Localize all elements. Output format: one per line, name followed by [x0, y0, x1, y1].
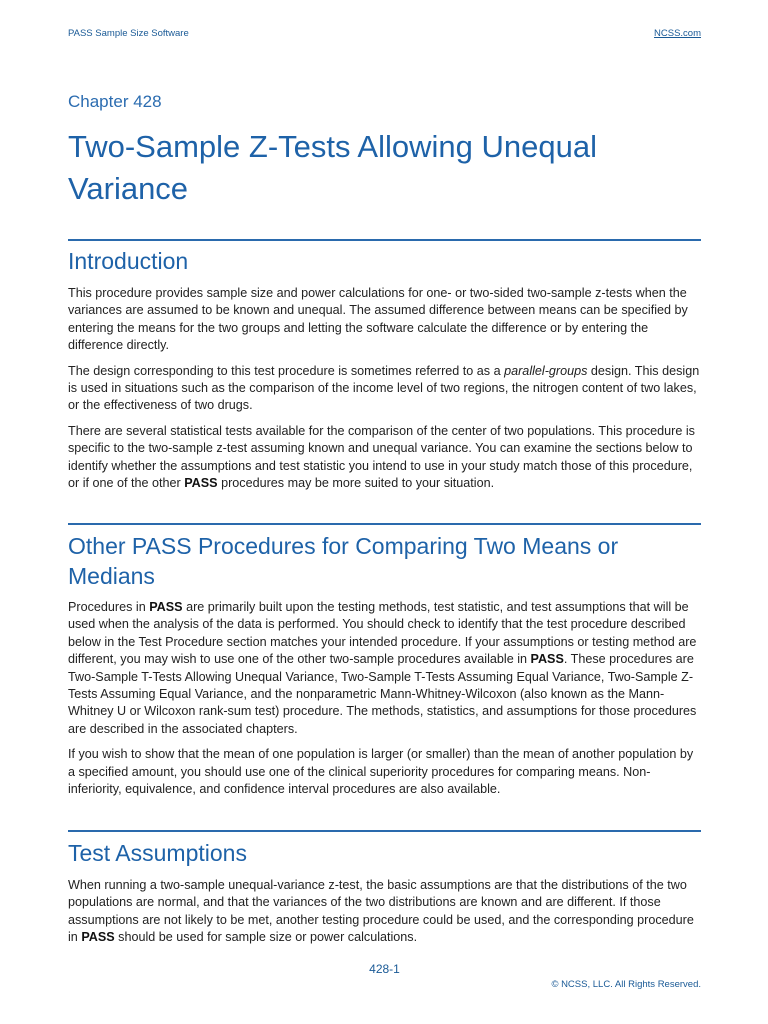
section-heading: Introduction: [68, 248, 189, 274]
paragraph: [68, 877, 701, 947]
paragraph: [68, 423, 701, 493]
section-divider: [68, 239, 701, 241]
section-test-assumptions: [68, 830, 701, 947]
paragraph: [68, 746, 701, 798]
paragraph-text: are primarily built upon the testing methods, test statistic, and test assumptions that will be used when the analysis of the data is performed. You should check to identify that the test procedure described below in the Test Procedure section matches your intended procedure. If your assumptions or testing method are different, you may wish to use one of the other two-sample procedures available in: [68, 600, 697, 667]
bold-text: PASS: [149, 600, 183, 614]
paragraph: [68, 599, 701, 738]
section-heading: Test Assumptions: [68, 840, 247, 866]
paragraph-text: When running a two-sample unequal-variance z-test, the basic assumptions are that the distributions of the two populations are normal, and that the variances of the two distributions are known and are different. If those assumptions are not likely to be met, another testing procedure could be used, and the corresponding procedure in: [68, 878, 694, 945]
paragraph-text: This procedure provides sample size and power calculations for one- or two-sided two-sample z-tests when the variances are assumed to be known and unequal. The assumed difference between means can be specified by entering the means for the two groups and letting the software calculate the difference or by entering the difference directly.: [68, 286, 688, 353]
section-introduction: [68, 239, 701, 492]
section-divider: [68, 830, 701, 832]
bold-text: PASS: [81, 930, 115, 945]
chapter-title: Two-Sample Z-Tests Allowing Unequal Variance: [68, 129, 597, 206]
paragraph-text: design. This design is used in situations such as the comparison of the income level of two regions, the nitrogen content of two lakes, or the effectiveness of two drugs.: [68, 363, 700, 413]
paragraph: [68, 363, 701, 415]
paragraph-text: . These procedures are Two-Sample T-Tests Allowing Unequal Variance, Two-Sample T-Tests Assuming Equal Variance, Two-Sample Z-Tests Assuming Equal Variance, and the nonparametric Mann-Whitney-Wilcoxon (also known as the Mann-Whitney U or Wilcoxon rank-sum test) procedure. The methods, statistics, and assumptions for those procedures are described in the associated chapters.: [68, 652, 697, 736]
section-other-procedures: [68, 523, 701, 798]
paragraph-text: There are several statistical tests available for the comparison of the center of two populations. This procedure is specific to the two-sample z-test assuming known and unequal variance. You can examine the sections below to identify whether the assumptions and test statistic you intend to use in your study match those of this procedure, or if one of the other: [68, 423, 695, 491]
paragraph-text: procedures may be more suited to your situation.: [217, 476, 495, 491]
page-number: 428-1: [369, 962, 400, 976]
section-heading: Other PASS Procedures for Comparing Two Means or Medians: [68, 533, 619, 589]
paragraph-text: If you wish to show that the mean of one population is larger (or smaller) than the mean of another population by a specified amount, you should use one of the clinical superiority procedures for comparing means. Non-inferiority, equivalence, and confidence interval procedures are also available.: [68, 747, 694, 797]
section-divider: [68, 523, 701, 525]
emphasis-text: parallel-groups: [504, 363, 588, 378]
bold-text: PASS: [530, 652, 564, 667]
bold-text: PASS: [184, 476, 218, 491]
header-software-name: PASS Sample Size Software: [68, 28, 189, 39]
paragraph-text: should be used for sample size or power calculations.: [114, 930, 418, 945]
paragraph: [68, 285, 701, 355]
paragraph-text: Procedures in: [68, 600, 150, 614]
copyright-notice: © NCSS, LLC. All Rights Reserved.: [551, 979, 701, 990]
paragraph-text: The design corresponding to this test procedure is sometimes referred to as a: [68, 363, 505, 378]
chapter-number: Chapter 428: [68, 92, 162, 111]
header-ncss-link[interactable]: NCSS.com: [654, 28, 701, 39]
